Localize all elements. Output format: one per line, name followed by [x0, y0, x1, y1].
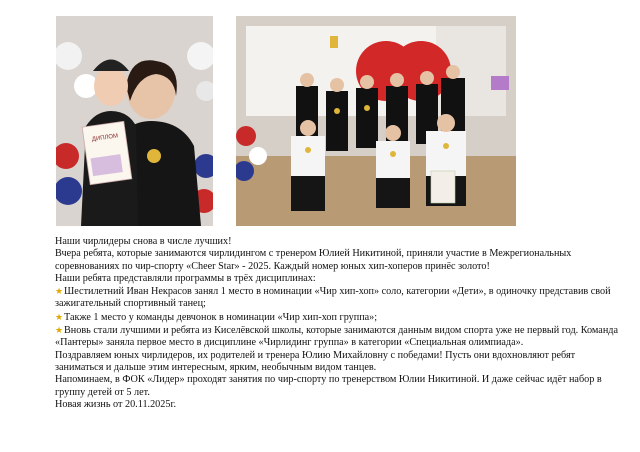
photo-team-group: [236, 16, 516, 226]
bullet-star-icon: ★: [55, 311, 64, 322]
article-bullet-2: [55, 311, 625, 324]
article-source: Новая жизнь от 20.11.2025г.: [55, 398, 177, 410]
bullet-text: Также 1 место у команды девчонок в номинации «Чир хип-хоп группа»;: [64, 311, 378, 323]
article-congrats: Поздравляем юных чирлидеров, их родителей и тренера Юлию Михайловну с победами! Пусть они вдохновляют ребят заниматься и дальше этим интересным, ярким, необычным видом танцев.: [55, 349, 576, 373]
bullet-text: Шестилетний Иван Некрасов занял 1 место в номинации «Чир хип-хоп» соло, категории «Дети», в одиночку представив свой зажигательный спортивный танец;: [55, 286, 611, 310]
article-bullet-3: [55, 324, 625, 350]
bullet-text: Вновь стали лучшими и ребята из Киселёвской школы, которые занимаются данным видом спорта уже не первый год. Команда «Пантеры» заняла первое место в дисциплине «Чирлидинг группа» в категории «Специальная олимпиада».: [55, 325, 618, 349]
article-intro: Вчера ребята, которые занимаются чирлидингом с тренером Юлией Никитиной, приняли участие в Межрегиональных соревнованиях по чир-спорту «Cheer Star» - 2025. Каждый номер юных хип-хоперов принёс золото!: [55, 248, 572, 272]
article-reminder: Напоминаем, в ФОК «Лидер» проходят занятия по чир-спорту по тренерством Юлии Никитиной. И даже сейчас идёт набор в группу детей от 5 лет.: [55, 374, 602, 398]
bullet-star-icon: ★: [55, 325, 64, 336]
article-headline: Наши чирлидеры снова в числе лучших!: [55, 236, 232, 247]
diploma-text: ДИПЛОМ: [91, 133, 119, 143]
article-body: [55, 236, 625, 411]
bullet-star-icon: ★: [55, 286, 64, 297]
article-bullet-1: [55, 285, 625, 311]
photo-girl-with-diploma: [56, 16, 213, 226]
article-programs: Наши ребята представляли программы в трёх дисциплинах:: [55, 272, 316, 284]
